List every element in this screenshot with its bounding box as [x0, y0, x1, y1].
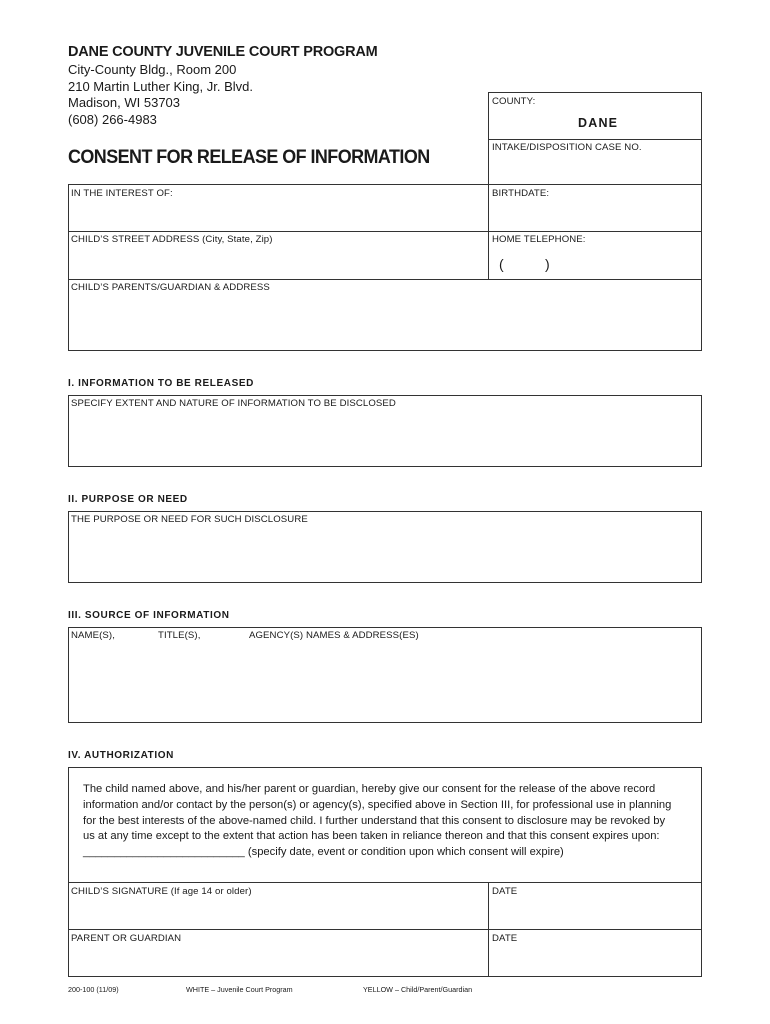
- section-1-title: I. INFORMATION TO BE RELEASED: [68, 378, 254, 389]
- form-title: CONSENT FOR RELEASE OF INFORMATION: [68, 146, 430, 168]
- date-label: DATE: [492, 933, 518, 944]
- county-value: DANE: [578, 116, 619, 130]
- purpose-label: THE PURPOSE OR NEED FOR SUCH DISCLOSURE: [71, 514, 308, 525]
- child-signature-label: CHILD’S SIGNATURE (If age 14 or older): [71, 886, 252, 897]
- authorization-line: __________________________ (specify date, event or condition upon which consent will expire): [83, 846, 564, 859]
- date-label: DATE: [492, 886, 518, 897]
- titles-label: TITLE(S),: [158, 630, 201, 641]
- yellow-copy-note: YELLOW – Child/Parent/Guardian: [363, 985, 473, 994]
- section-3-title: III. SOURCE OF INFORMATION: [68, 610, 230, 621]
- case-number-label: INTAKE/DISPOSITION CASE NO.: [492, 142, 642, 153]
- birthdate-label: BIRTHDATE:: [492, 188, 550, 199]
- organization-name: DANE COUNTY JUVENILE COURT PROGRAM: [68, 44, 378, 60]
- parents-guardian-label: CHILD’S PARENTS/GUARDIAN & ADDRESS: [71, 282, 270, 293]
- section-2-title: II. PURPOSE OR NEED: [68, 494, 188, 505]
- form-number: 200-100 (11/09): [68, 985, 119, 994]
- parent-guardian-label: PARENT OR GUARDIAN: [71, 933, 182, 944]
- authorization-line: for the best interests of the above-named child. I further understand that this consent to disclosure may be revoked by: [83, 814, 666, 827]
- child-name-label: IN THE INTEREST OF:: [71, 188, 173, 199]
- authorization-text: [83, 782, 703, 861]
- child-signature-date-field[interactable]: [488, 882, 702, 930]
- county-label: COUNTY:: [492, 96, 536, 107]
- parent-signature-date-field[interactable]: [488, 929, 702, 977]
- address-line-1: City-County Bldg., Room 200: [68, 62, 237, 77]
- phone-number: (608) 266-4983: [68, 111, 157, 127]
- agency-label: AGENCY(S) NAMES & ADDRESS(ES): [249, 630, 419, 641]
- area-code-open-paren: (: [499, 256, 504, 272]
- address-line-2: 210 Martin Luther King, Jr. Blvd.: [68, 78, 253, 94]
- area-code-close-paren: ): [545, 256, 550, 272]
- names-label: NAME(S),: [71, 630, 115, 641]
- authorization-line: The child named above, and his/her parent or guardian, hereby give our consent for the release of the above record: [83, 783, 656, 795]
- child-address-label: CHILD’S STREET ADDRESS (City, State, Zip): [71, 234, 273, 245]
- authorization-line: us at any time except to the extent that action has been taken in reliance thereon and that this consent expires upon:: [83, 830, 660, 843]
- authorization-line: information and/or contact by the person(s) or agency(s), specified above in Section III, for professional use in planning: [83, 798, 672, 811]
- address-line-3: Madison, WI 53703: [68, 95, 181, 110]
- information-released-label: SPECIFY EXTENT AND NATURE OF INFORMATION TO BE DISCLOSED: [71, 398, 396, 409]
- white-copy-note: WHITE – Juvenile Court Program: [186, 985, 293, 994]
- section-4-title: IV. AUTHORIZATION: [68, 750, 174, 761]
- home-telephone-label: HOME TELEPHONE:: [492, 234, 586, 245]
- source-information-field[interactable]: [68, 627, 702, 723]
